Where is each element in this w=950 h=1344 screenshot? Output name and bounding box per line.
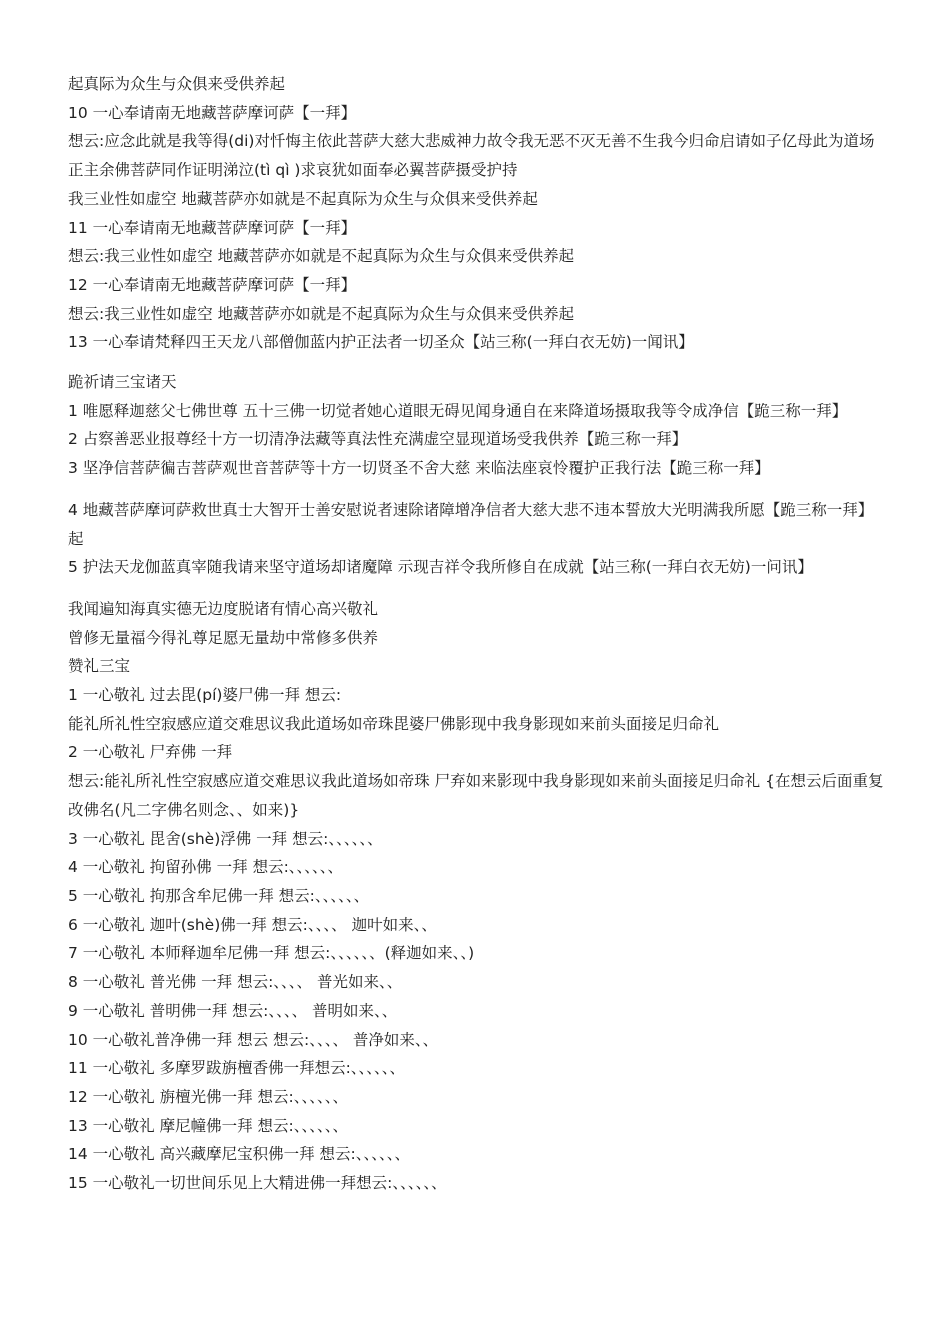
text-line: 13 一心奉请梵释四王天龙八部僧伽蓝内护正法者一切圣众【站三称(一拜白衣无妨)一闻讯】 [68,333,694,352]
text-line: 曾修无量福今得礼尊足愿无量劫中常修多供养 [68,628,379,647]
section-heading: 赞礼三宝 [68,657,131,676]
text-line: 2 占察善恶业报尊经十方一切清净法藏等真法性充满虚空显现道场受我供养【跪三称一拜】 [68,430,688,449]
text-line: 12 一心敬礼 旃檀光佛一拜 想云:、、、、、、 [68,1087,348,1106]
text-line: 15 一心敬礼一切世间乐见上大精进佛一拜想云:、、、、、、 [68,1174,447,1193]
paragraph-gap [68,582,888,595]
text-line: 能礼所礼性空寂感应道交难思议我此道场如帝珠毘婆尸佛影现中我身影现如来前头面接足归命礼 [68,714,720,733]
text-line: 我闻遍知海真实德无边度脱诸有情心高兴敬礼 [68,599,379,618]
text-line: 11 一心奉请南无地藏菩萨摩诃萨【一拜】 [68,218,357,237]
text-line: 5 一心敬礼 拘那含牟尼佛一拜 想云:、、、、、、 [68,886,370,905]
text-line: 6 一心敬礼 迦叶(shè)佛一拜 想云:、、、、 迦叶如来、、 [68,915,437,934]
text-line: 7 一心敬礼 本师释迦牟尼佛一拜 想云:、、、、、、(释迦如来、、) [68,944,475,963]
text-line: 我三业性如虚空 地藏菩萨亦如就是不起真际为众生与众俱来受供养起 [68,189,538,208]
text-line: 1 一心敬礼 过去毘(pí)婆尸佛一拜 想云: [68,686,342,705]
text-line: 1 唯愿释迦慈父七佛世尊 五十三佛一切觉者她心道眼无碍见闻身通自在来降道场摄取我等令成净信【跪三称一拜】 [68,401,848,420]
text-line: 想云:我三业性如虚空 地藏菩萨亦如就是不起真际为众生与众俱来受供养起 [68,247,575,266]
text-line: 14 一心敬礼 高兴藏摩尼宝积佛一拜 想云:、、、、、、 [68,1145,410,1164]
text-line: 4 地藏菩萨摩诃萨救世真士大智开士善安慰说者速除诸障增净信者大慈大悲不违本誓放大光明满我所愿【跪三称一拜】起 [68,500,874,548]
text-line: 想云:应念此就是我等得(di)对忏悔主依此菩萨大慈大悲威神力故令我无恶不灭无善不生我今归命启请如子亿母此为道场正主余佛菩萨同作证明涕泣(tì qì )求哀犹如面奉必翼菩萨摄受护持 [68,132,875,180]
paragraph-gap [68,483,888,496]
text-line: 13 一心敬礼 摩尼幢佛一拜 想云:、、、、、、 [68,1116,348,1135]
text-line: 10 一心奉请南无地藏菩萨摩诃萨【一拜】 [68,103,357,122]
text-line: 12 一心奉请南无地藏菩萨摩诃萨【一拜】 [68,275,357,294]
text-line: 10 一心敬礼普净佛一拜 想云 想云:、、、、 普净如来、、 [68,1030,439,1049]
paragraph-gap [68,357,888,368]
text-line: 起真际为众生与众俱来受供养起 [68,75,286,93]
text-line: 4 一心敬礼 拘留孙佛 一拜 想云:、、、、、、 [68,858,344,877]
text-line: 8 一心敬礼 普光佛 一拜 想云:、、、、 普光如来、、 [68,973,403,992]
text-line: 想云:能礼所礼性空寂感应道交难思议我此道场如帝珠 尸弃如来影现中我身影现如来前头面接足归命礼 {在想云后面重复改佛名(凡二字佛名则念、、如来)} [68,772,884,819]
text-line: 9 一心敬礼 普明佛一拜 想云:、、、、 普明如来、、 [68,1001,398,1020]
text-line: 11 一心敬礼 多摩罗跋旃檀香佛一拜想云:、、、、、、 [68,1059,406,1078]
text-line: 2 一心敬礼 尸弃佛 一拜 [68,743,233,762]
document-page [68,70,888,1198]
text-line: 3 坚净信菩萨徧吉菩萨观世音菩萨等十方一切贤圣不舍大慈 来临法座哀怜覆护正我行法【跪三称一拜】 [68,459,770,478]
text-line: 3 一心敬礼 毘舍(shè)浮佛 一拜 想云:、、、、、、 [68,829,383,848]
section-heading: 跪祈请三宝诸天 [68,373,177,392]
text-line: 想云:我三业性如虚空 地藏菩萨亦如就是不起真际为众生与众俱来受供养起 [68,304,575,323]
text-line: 5 护法天龙伽蓝真宰随我请来坚守道场却诸魔障 示现吉祥令我所修自在成就【站三称(一拜白衣无妨)一问讯】 [68,558,813,577]
